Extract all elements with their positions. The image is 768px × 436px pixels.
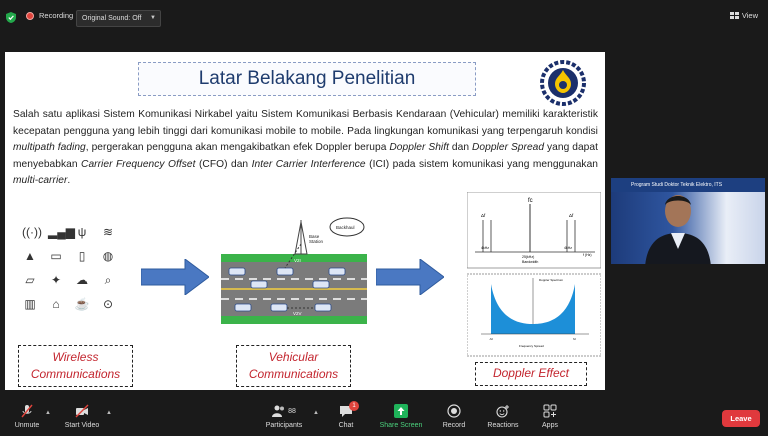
arrow-right-icon — [376, 259, 444, 295]
record-icon — [447, 404, 461, 418]
globe-icon: ◍ — [102, 249, 114, 263]
router-icon: ▭ — [50, 249, 62, 263]
base-station-label-2: Station — [309, 239, 324, 244]
start-video-button[interactable] — [62, 404, 102, 429]
khz-left-label: 4kHz — [481, 246, 489, 250]
chevron-up-icon[interactable]: ▲ — [313, 410, 319, 416]
paragraph-segment: Inter Carrier Interference — [251, 158, 366, 170]
record-button[interactable] — [440, 404, 468, 429]
people-icon — [272, 405, 286, 417]
its-logo-icon — [540, 60, 586, 106]
paragraph-segment: . — [67, 175, 71, 186]
wireless-caption — [18, 345, 133, 387]
paragraph-segment: Carrier Frequency Offset — [81, 158, 196, 170]
chevron-up-icon[interactable]: ▲ — [45, 410, 51, 416]
participants-label: Participants — [265, 422, 303, 429]
khz-right-label: 4kHz — [564, 246, 572, 250]
vehicular-caption-line2: Communications — [248, 367, 339, 381]
building-icon: ▥ — [24, 297, 36, 311]
coffee-icon: ☕ — [74, 297, 90, 311]
tower-icon: ▲ — [24, 249, 36, 263]
recording-dot-icon — [26, 12, 34, 20]
location-pin-icon: ⊙ — [102, 297, 114, 311]
apps-icon — [543, 404, 557, 418]
shared-slide — [5, 52, 605, 390]
freq-axis-label: f (Hz) — [583, 253, 592, 257]
doppler-spectrum-label: Doppler Spectrum — [539, 278, 564, 282]
recording-label: Recording — [39, 11, 74, 20]
participant-video-tile[interactable] — [611, 178, 765, 264]
chat-label: Chat — [338, 422, 354, 429]
phone-icon: ▯ — [78, 249, 86, 263]
participant-avatar — [643, 186, 713, 264]
chevron-up-icon[interactable]: ▲ — [106, 410, 112, 416]
minus-fd-label: -fd — [489, 337, 493, 341]
share-screen-icon — [394, 404, 408, 418]
meeting-toolbar — [0, 396, 768, 436]
delta-f-left-label: Δf — [481, 213, 486, 218]
paragraph-segment: Doppler Shift — [389, 142, 449, 153]
fd-label: fd — [573, 337, 576, 341]
participants-button[interactable] — [262, 404, 306, 429]
apps-button[interactable] — [538, 404, 562, 429]
doppler-caption-text: Doppler Effect — [492, 366, 570, 380]
arrow-right-icon — [141, 259, 209, 295]
view-label: View — [741, 11, 758, 20]
wireless-caption-line2: Communications — [30, 367, 121, 381]
laptop-icon: ▱ — [25, 273, 35, 287]
satellite-icon: ✦ — [50, 273, 62, 287]
paragraph-segment: (ICI) pada sistem komunikasi yang menggunakan — [365, 158, 599, 170]
wireless-caption-line1: Wireless — [52, 350, 99, 364]
smiley-plus-icon — [496, 404, 510, 418]
paragraph-segment: multipath fading — [13, 142, 86, 153]
cloud-icon: ☁ — [76, 273, 88, 287]
video-banner: Program Studi Doktor Teknik Elektro, ITS — [611, 178, 765, 192]
shield-icon[interactable] — [6, 12, 16, 23]
apps-label: Apps — [542, 422, 558, 429]
vehicular-caption — [236, 345, 351, 387]
bandwidth-khz-label: 25(kHz) — [522, 255, 535, 259]
leave-button[interactable]: Leave — [722, 410, 760, 427]
chat-button[interactable] — [334, 404, 358, 429]
base-station-label: Base — [309, 234, 320, 239]
vehicular-caption-line1: Vehicular — [268, 350, 319, 364]
wifi-icon: ≋ — [102, 225, 114, 239]
camera-off-icon — [75, 404, 89, 418]
frequency-spread-label: Frequency Spread — [519, 344, 544, 348]
unmute-button[interactable] — [12, 404, 42, 429]
chat-badge: 1 — [349, 401, 359, 411]
chevron-down-icon: ▼ — [150, 15, 156, 21]
doppler-spectrum-graphic — [467, 192, 601, 357]
slide-paragraph — [13, 107, 598, 190]
wifi-signal-icon: ((·)) — [22, 225, 42, 239]
grid-icon — [730, 12, 739, 19]
paragraph-segment: Salah satu aplikasi Sistem Komunikasi Nirkabel yaitu Sistem Komunikasi Berbasis Kendaraan (Vehicular) memiliki karakteristik kecepatan pengguna yang lebih tinggi dari komunikasi mobile to mobile. Pada lingkungan komunikasi yang terpengaruh kondisi — [13, 109, 598, 137]
record-label: Record — [442, 422, 466, 429]
share-screen-label: Share Screen — [379, 422, 423, 429]
paragraph-segment: , pergerakan pengguna akan mengakibatkan efek Doppler berupa — [85, 142, 390, 153]
view-button[interactable] — [730, 11, 758, 20]
meeting-topbar — [0, 0, 768, 36]
reactions-label: Reactions — [487, 422, 519, 429]
participants-count: 88 — [288, 407, 296, 415]
slide-title: Latar Belakang Penelitian — [138, 62, 476, 96]
v2i-label: V2I — [294, 258, 301, 263]
doppler-caption — [475, 362, 587, 386]
paragraph-segment: multi-carrier — [13, 175, 68, 186]
unmute-label: Unmute — [14, 422, 40, 429]
start-video-label: Start Video — [64, 422, 100, 429]
recording-indicator[interactable] — [26, 11, 73, 20]
bandwidth-label: Bandwidth — [522, 260, 539, 264]
wireless-devices-graphic — [20, 222, 124, 332]
search-icon: ⌕ — [104, 273, 112, 287]
signal-bars-icon: ▂▄▆ — [48, 225, 75, 239]
original-sound-label: Original Sound: Off — [82, 15, 142, 22]
reactions-button[interactable] — [485, 404, 521, 429]
paragraph-segment: dan — [448, 142, 472, 153]
home-icon: ⌂ — [52, 297, 60, 311]
backhaul-label: Backhaul — [336, 225, 355, 230]
delta-f-right-label: Δf — [569, 213, 574, 218]
fc-label: fc — [528, 198, 533, 204]
paragraph-segment: Doppler Spread — [472, 142, 545, 153]
paragraph-segment: (CFO) dan — [195, 158, 252, 170]
v2v-label: V2V — [293, 311, 302, 316]
vehicular-road-graphic — [221, 214, 367, 328]
paragraph-segment: yang dapat menyebabkan — [13, 142, 598, 170]
antenna-icon: ψ — [77, 225, 87, 239]
mic-muted-icon — [20, 404, 34, 418]
share-screen-button[interactable] — [378, 404, 424, 429]
original-sound-dropdown[interactable] — [76, 10, 161, 27]
